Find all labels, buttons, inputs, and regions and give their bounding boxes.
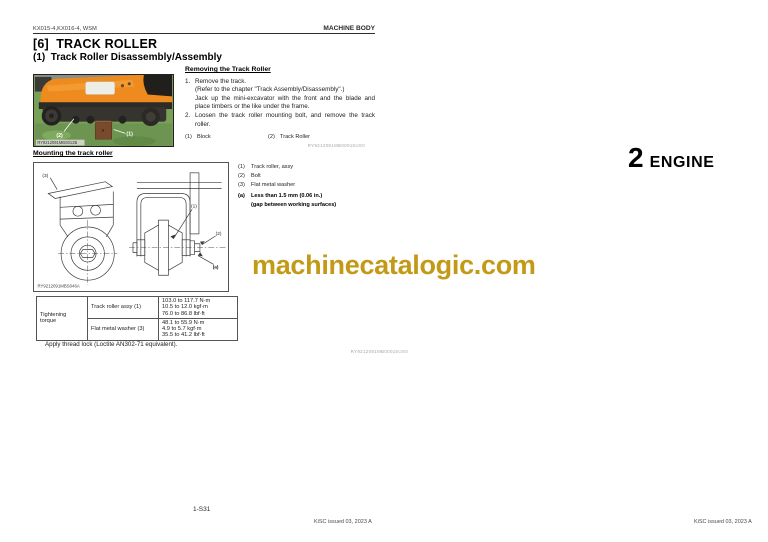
parts-legend [238,163,378,210]
step-line: Remove the track. [195,77,247,85]
diagram-label-1: (1) [191,204,197,210]
photo-idler-inner [146,112,156,122]
photo-block-hole [102,129,104,131]
legend-note-text: Less than 1.5 mm (0.06 in.) [251,193,323,199]
photo-sprocket-hub [49,113,54,118]
callout-item [268,133,310,142]
torque-value-line: 4.9 to 5.7 kgf·m [162,326,202,333]
step-text [195,112,375,129]
torque-value-line: 48.1 to 55.9 N·m [162,319,205,326]
step-number: 2. [185,111,191,119]
callout-label: Block [197,133,211,140]
figure-ref-code: RY9212091MB00015US0 [307,142,365,148]
diagram-bolt-hole [91,205,101,215]
step-line: roller. [195,120,211,128]
photo-cab-base [143,75,172,96]
torque-value-line: 35.5 to 41.2 lbf·ft [162,332,205,339]
header-rule [33,33,375,34]
photo-track-removal [33,74,174,147]
watermark: machinecatalogic.com [252,250,536,280]
doc-header-section: MACHINE BODY [323,25,375,32]
chapter-number: 2 [628,142,644,173]
legend-label: Track roller, assy [251,164,294,170]
page-subtitle: (1) Track Roller Disassembly/Assembly [33,52,222,63]
removing-heading: Removing the Track Roller [185,66,271,73]
callout-item [185,133,211,142]
photo-body-hole [128,82,131,85]
instruction-step-2 [185,112,375,129]
diagram-frame-sides [60,192,113,225]
footer-issued-right: KiSC issued 03, 2023 A [694,519,752,525]
diagram-roller-mid [71,237,104,270]
legend-note-line: (gap between working surfaces) [251,202,337,208]
diagram-leader-3 [50,178,57,190]
torque-values [159,297,238,319]
diagram-leader-a [198,256,214,265]
diagram-caption: RY9212091MBS046A [37,283,80,289]
torque-values [159,318,238,340]
callout-label: Track Roller [280,133,310,140]
callout-number: (2) [268,133,275,140]
diagram-leader-1 [173,209,192,239]
torque-value-line: 10.5 to 12.0 kgf·m [162,304,208,311]
legend-number: (1) [238,164,245,170]
legend-label: Bolt [251,173,261,179]
legend-number: (3) [238,182,245,188]
legend-label: Flat metal washer [251,182,296,188]
removing-section [185,66,375,150]
step-text [195,78,375,112]
diagram-leader-2 [202,236,216,245]
diagram-track-roller [33,162,229,292]
photo-callout-1: (1) [126,131,133,138]
diagram-label-a: (a) [212,265,219,271]
legend-note [238,192,378,210]
photo-caption: RY9212091MBS012B [37,140,78,146]
photo-callout-2: (2) [56,133,63,140]
torque-item: Flat metal washer (3) [88,318,159,340]
legend-item [238,181,378,190]
torque-value-line: 103.0 to 117.7 N·m [162,298,211,304]
legend-item [238,172,378,181]
photo-track-roller [119,116,127,124]
photo-body-hole [121,84,124,87]
diagram-label-2: (2) [215,231,222,237]
footer-page-number: 1-S31 [193,506,211,513]
step-line: place timbers or the like under the frame. [195,103,310,111]
step-line: Jack up the mini-excavator with the front and the blade and [195,94,375,102]
figure-ref-code-bottom: RY9212091MB00015US0 [350,349,408,354]
diagram-frame-lines [60,204,113,219]
torque-table-row [37,297,238,319]
mounting-heading: Mounting the track roller [33,150,113,157]
step-number: 1. [185,77,191,85]
legend-number: (2) [238,173,245,179]
torque-row-header: Tightening torque [37,297,88,341]
chapter-marker [628,142,715,174]
diagram-label-3: (3) [42,173,49,179]
legend-number: (a) [238,193,245,199]
legend-item [238,163,378,172]
page-title: [6] TRACK ROLLER [33,37,158,51]
footer-issued-left: KiSC issued 03, 2023 A [314,519,372,525]
photo-label-panel [86,82,115,95]
photo-callout-legend [185,133,375,141]
torque-table [36,296,238,341]
photo-grass-patch [113,136,156,146]
diagram-centerlines [58,220,117,285]
doc-header-model: KX015-4,KX016-4, WSM [33,26,97,32]
torque-item: Track roller assy (1) [88,297,159,319]
diagram-bolt-hole [73,206,83,216]
photo-track-roller [86,116,94,124]
instruction-step-1 [185,78,375,112]
thread-lock-note: Apply thread lock (Loctite AN302-71 equivalent). [45,341,178,348]
chapter-label: ENGINE [649,154,715,171]
torque-value-line: 76.0 to 86.8 lbf·ft [162,310,205,317]
step-line: Loosen the track roller mounting bolt, and remove the track [195,111,375,119]
step-line: (Refer to the chapter "Track Assembly/Disassembly".) [195,86,345,94]
legend-note-line [238,192,378,201]
callout-number: (1) [185,133,192,140]
diagram-top-plate [48,182,112,199]
